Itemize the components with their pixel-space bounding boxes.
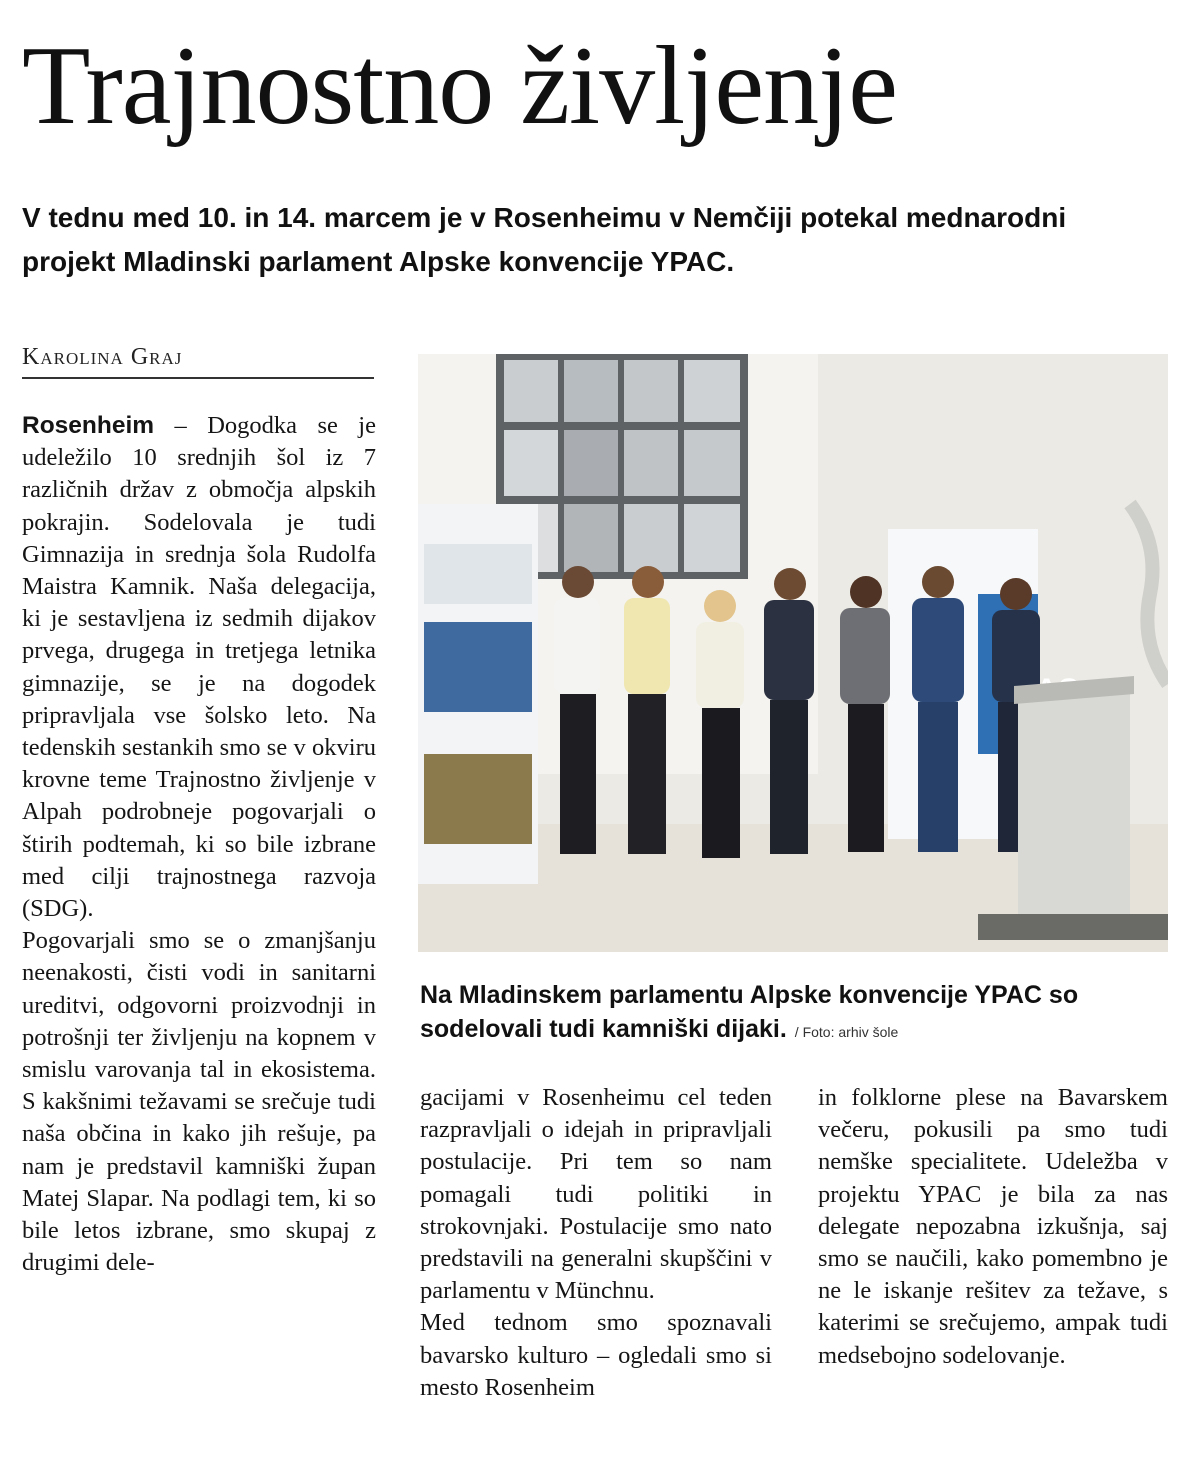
photo-credit: / Foto: arhiv šole (794, 1024, 899, 1040)
byline: Karolina Graj (22, 344, 374, 379)
article-column-3 (818, 1082, 1168, 1372)
caption-text: Na Mladinskem parlamentu Alpske konvencije YPAC so sodelovali tudi kamniški dijaki. (420, 981, 1079, 1043)
paragraph-text: – Dogodka se je udeležilo 10 srednjih šol iz 7 različnih držav z območja alpskih pokrajin. Sodelovala je tudi Gimnazija in srednja šola Rudolfa Maistra Kamnik. Naša delegacija, ki je sestavljena iz sedmih dijakov prvega, drugega in tretjega letnika gimnazije, se je na dogodek pripravljala vse šolsko leto. Na tedenskih sestankih smo se v okviru krovne teme Trajnostno življenje v Alpah podrobneje pogovarjali o štirih podtemah, ki so bile izbrane med cilji trajnostnega razvoja (SDG). (22, 412, 376, 923)
headline: Trajnostno življenje (22, 24, 897, 148)
paragraph: gacijami v Rosenheimu cel teden razpravljali o idejah in pripravljali postulacije. Pri tem so nam pomagali tudi politiki in strokovnjaki. Postulacije smo nato predstavili na generalni skupščini v parlamentu v Münchnu. (420, 1084, 772, 1305)
paragraph (22, 410, 376, 925)
group-photo-illustration (418, 354, 1168, 952)
paragraph: in folklorne plese na Bavarskem večeru, pokusili pa smo tudi nemške specialitete. Udeležba v projektu YPAC je bila za nas delegate nepozabna izkušnja, saj smo se naučili, kako pomembno je ne le iskanje rešitev za težave, s katerimi se srečujemo, ampak tudi medsebojno sodelovanje. (818, 1084, 1168, 1369)
dateline-place: Rosenheim (22, 412, 155, 439)
article-photo (418, 354, 1168, 952)
article-column-1 (22, 410, 376, 1279)
lead-paragraph: V tednu med 10. in 14. marcem je v Rosenheimu v Nemčiji potekal mednarodni projekt Mladinski parlament Alpske konvencije YPAC. (22, 202, 1067, 277)
paragraph: Med tednom smo spoznavali bavarsko kulturo – ogledali smo si mesto Rosenheim (420, 1309, 772, 1401)
article-column-2 (420, 1082, 772, 1404)
banner-left (418, 504, 538, 884)
paragraph: Pogovarjali smo se o zmanjšanju neenakosti, čisti vodi in sanitarni ureditvi, odgovorni proizvodnji in potrošnji ter življenju na kopnem v smislu varovanja tal in ekosistema. S kakšnimi težavami se srečuje tudi naša občina in kako jih rešuje, pa nam je predstavil kamniški župan Matej Slapar. Na podlagi tem, ki so bile letos izbrane, smo skupaj z drugimi dele- (22, 927, 376, 1277)
photo-caption (420, 978, 1168, 1049)
